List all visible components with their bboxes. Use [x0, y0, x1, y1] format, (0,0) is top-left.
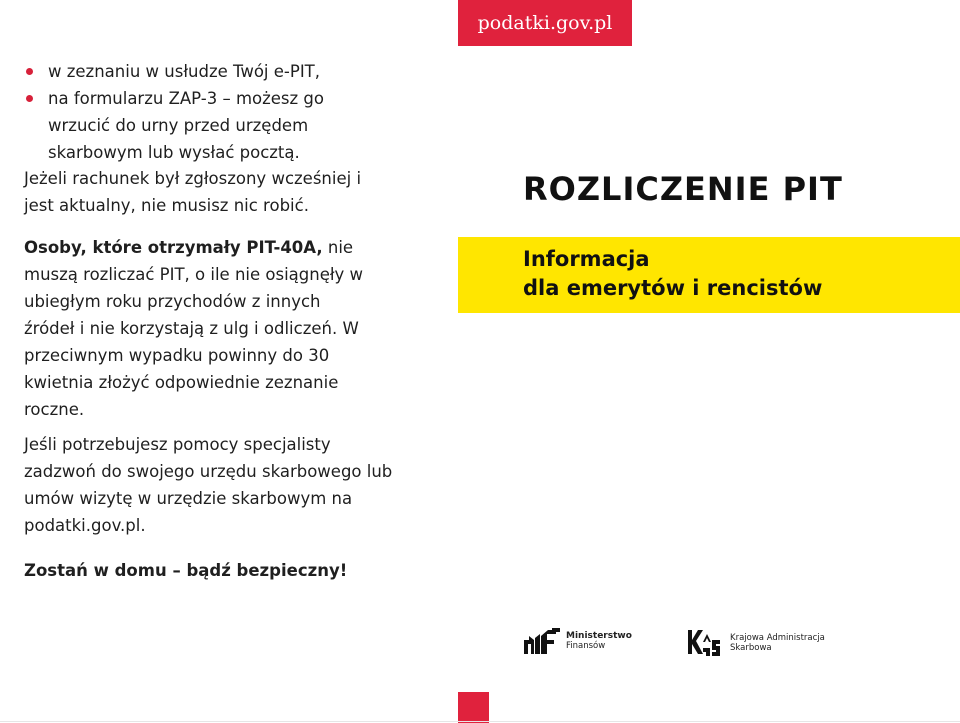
bullet-dot-icon [26, 95, 33, 102]
pit40a-paragraph [24, 234, 364, 423]
subtitle [523, 245, 822, 303]
pit40a-bold-lead: Osoby, które otrzymały PIT-40A, [24, 238, 323, 257]
decorative-red-square [458, 692, 489, 723]
page-bottom-edge [0, 721, 960, 722]
stay-home-slogan: Zostań w domu – bądź bezpieczny! [24, 561, 348, 580]
list-item: na formularzu ZAP-3 – możesz go wrzucić do urny przed urzędem skarbowym lub wysłać pocztą. [24, 85, 348, 166]
page-title: ROZLICZENIE PIT [523, 170, 843, 208]
kas-logo-icon [686, 628, 726, 658]
site-badge: podatki.gov.pl [458, 0, 632, 46]
bullet-list [24, 58, 424, 166]
list-item: w zeznaniu w usłudze Twój e-PIT, [24, 58, 424, 85]
kas-logo-text: Krajowa Administracja Skarbowa [730, 633, 825, 653]
mf-logo-text: Ministerstwo Finansów [566, 631, 632, 651]
leaflet-left-page [0, 0, 458, 723]
subtitle-line-1: Informacja [523, 247, 650, 271]
account-info-paragraph: Jeżeli rachunek był zgłoszony wcześniej i jest aktualny, nie musisz nic robić. [24, 169, 362, 215]
subtitle-line-2: dla emerytów i rencistów [523, 276, 823, 300]
help-paragraph: Jeśli potrzebujesz pomocy specjalisty zadzwoń do swojego urzędu skarbowego lub umów wizytę w urzędzie skarbowym na podatki.gov.pl. [24, 435, 393, 535]
ministry-of-finance-logo [522, 626, 632, 656]
subtitle-band [458, 237, 960, 313]
mf-logo-icon [522, 626, 562, 656]
leaflet-cover-page [458, 0, 960, 723]
bullet-dot-icon [26, 68, 33, 75]
pit40a-body: nie muszą rozliczać PIT, o ile nie osiągnęły w ubiegłym roku przychodów z innych źródeł i nie korzystają z ulg i odliczeń. W przeciwnym wypadku powinny do 30 kwietnia złożyć odpowiednie zeznanie roczne. [24, 238, 364, 419]
kas-logo [686, 628, 825, 658]
